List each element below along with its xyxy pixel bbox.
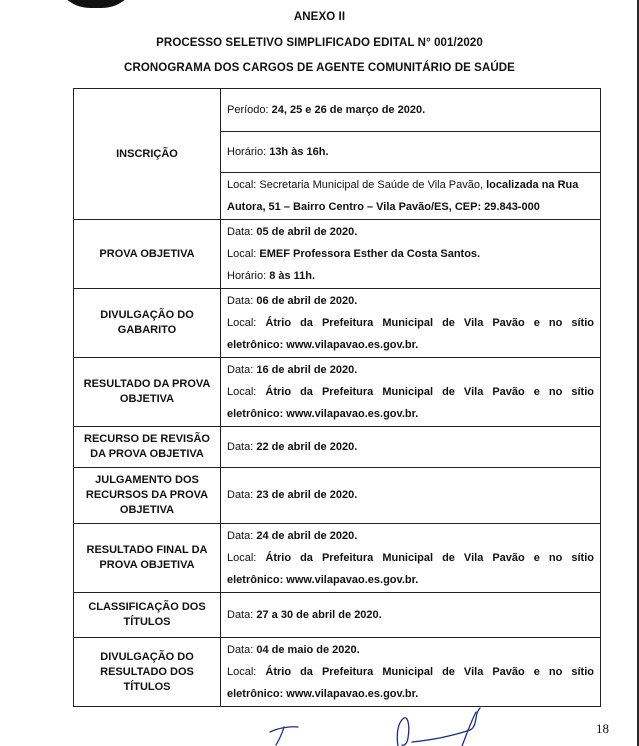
periodo-label: Período: [227,103,272,116]
data-value: 24 de abril de 2020. [256,530,358,542]
data-value: 22 de abril de 2020. [256,440,358,453]
gabarito-details [221,289,601,358]
schedule-table [73,88,601,707]
table-row [74,638,601,707]
data-value: 23 de abril de 2020. [256,489,358,501]
table-row [74,468,601,524]
local-value-1: Átrio da Prefeitura Municipal de Vila Pavão e no sítio [265,552,594,564]
horario-label: Horário: [227,145,270,158]
local-value-2: eletrônico: www.vilapavao.es.gov.br. [227,574,419,586]
row-label-prova-objetiva: PROVA OBJETIVA [74,220,221,289]
data-value: 16 de abril de 2020. [256,364,358,376]
table-row [74,220,601,289]
data-label: Data: [227,608,257,621]
local-value-1: Átrio da Prefeitura Municipal de Vila Pavão e no sítio [265,317,594,329]
resultado-prova-details [221,358,601,427]
local-address-2: Autora, 51 – Bairro Centro – Vila Pavão/ES, CEP: 29.843-000 [227,201,540,213]
data-label: Data: [227,440,257,453]
local-label: Local: [227,317,266,329]
data-value: 06 de abril de 2020. [256,295,358,307]
data-label: Data: [227,226,257,238]
local-label: Local: [227,552,266,564]
data-label: Data: [227,530,257,542]
local-value-2: eletrônico: www.vilapavao.es.gov.br. [227,339,419,351]
handwritten-signatures [0,706,639,746]
data-label: Data: [227,364,257,376]
local-label: Local: [227,248,260,260]
local-value: EMEF Professora Esther da Costa Santos. [259,248,481,260]
data-value: 04 de maio de 2020. [256,644,360,656]
row-label-recurso: RECURSO DE REVISÃO DA PROVA OBJETIVA [74,427,221,468]
annex-title: ANEXO II [293,11,346,23]
resultado-final-details [221,524,601,593]
data-value: 27 a 30 de abril de 2020. [256,608,382,621]
table-row [74,427,601,468]
local-value-1: Átrio da Prefeitura Municipal de Vila Pavão e no sítio [265,386,594,398]
row-label-inscricao: INSCRIÇÃO [74,89,221,220]
local-address-1: localizada na Rua [486,179,579,191]
data-value: 05 de abril de 2020. [256,226,358,238]
local-value-1: Átrio da Prefeitura Municipal de Vila Pavão e no sítio [265,666,594,678]
local-label: Local: [227,666,266,678]
recurso-details [221,427,601,468]
inscricao-local [221,173,601,220]
row-label-resultado-final: RESULTADO FINAL DA PROVA OBJETIVA [74,524,221,593]
row-label-gabarito: DIVULGAÇÃO DO GABARITO [74,289,221,358]
data-label: Data: [227,644,257,656]
periodo-value: 24, 25 e 26 de março de 2020. [271,103,426,116]
row-label-resultado-titulos: DIVULGAÇÃO DO RESULTADO DOS TÍTULOS [74,638,221,707]
inscricao-horario [221,132,601,173]
local-value-2: eletrônico: www.vilapavao.es.gov.br. [227,408,419,420]
table-row [74,524,601,593]
local-label: Local: Secretaria Municipal de Saúde de Vila Pavão, [227,179,487,191]
resultado-titulos-details [221,638,601,707]
horario-value: 8 às 11h. [269,270,316,282]
data-label: Data: [227,295,257,307]
row-label-classificacao: CLASSIFICAÇÃO DOS TÍTULOS [74,593,221,638]
row-label-resultado-prova: RESULTADO DA PROVA OBJETIVA [74,358,221,427]
horario-value: 13h às 16h. [269,145,329,158]
page-number: 18 [596,721,609,736]
inscricao-periodo [221,89,601,132]
data-label: Data: [227,489,257,501]
classificacao-details [221,593,601,638]
table-row [74,289,601,358]
table-row [74,593,601,638]
process-title: PROCESSO SELETIVO SIMPLIFICADO EDITAL N° 001/2020 [156,37,483,49]
schedule-title: CRONOGRAMA DOS CARGOS DE AGENTE COMUNITÁRIO DE SAÚDE [124,62,515,74]
julgamento-details [221,468,601,524]
local-value-2: eletrônico: www.vilapavao.es.gov.br. [227,688,419,700]
row-label-julgamento: JULGAMENTO DOS RECURSOS DA PROVA OBJETIVA [74,468,221,524]
table-row [74,89,601,132]
local-label: Local: [227,386,266,398]
seal-stamp [54,0,138,8]
prova-objetiva-details [221,220,601,289]
horario-label: Horário: [227,270,270,282]
table-row [74,358,601,427]
